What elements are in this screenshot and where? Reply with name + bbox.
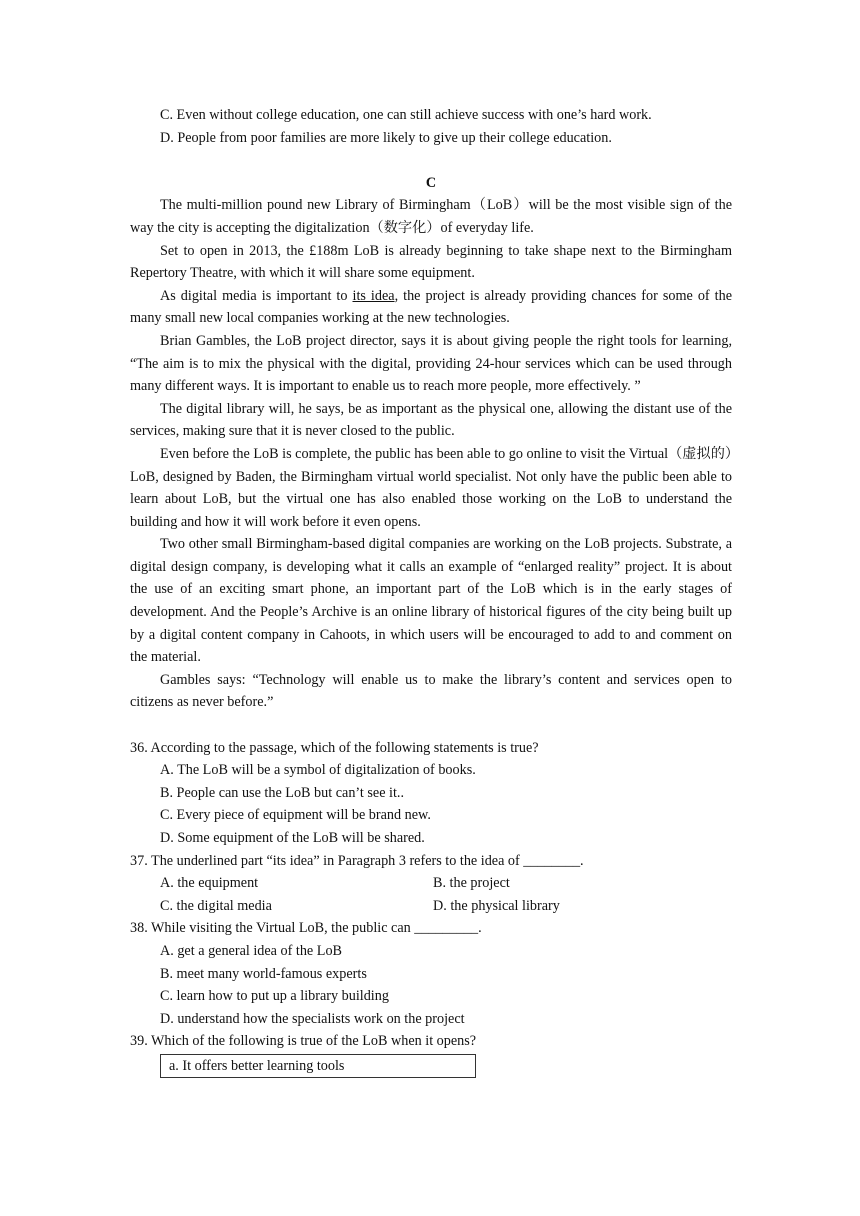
q37-option-d: D. the physical library bbox=[433, 897, 560, 914]
passage-paragraph-2: Set to open in 2013, the £188m LoB is already beginning to take shape next to the Birmingham Repertory Theatre, with which it will share some equipment. bbox=[130, 242, 732, 282]
section-title: C bbox=[425, 174, 437, 191]
q37-option-b: B. the project bbox=[433, 875, 510, 892]
passage-paragraph-5: The digital library will, he says, be as important as the physical one, allowing the distant use of the services, making sure that it is never closed to the public. bbox=[130, 400, 732, 440]
spacer bbox=[130, 714, 732, 737]
q39-statement-a: a. It offers better learning tools bbox=[169, 1057, 345, 1074]
q39-statement-box bbox=[160, 1054, 476, 1078]
spacer bbox=[130, 149, 732, 172]
q37-options-row-1 bbox=[160, 872, 732, 895]
question-39-stem: 39. Which of the following is true of the LoB when it opens? bbox=[130, 1033, 477, 1050]
q38-option-b: B. meet many world-famous experts bbox=[160, 965, 367, 982]
underlined-its-idea: its idea bbox=[352, 287, 395, 304]
passage-paragraph-8: Gambles says: “Technology will enable us to make the library’s content and services open to citizens as never before.” bbox=[130, 671, 732, 711]
q36-option-d: D. Some equipment of the LoB will be shared. bbox=[160, 830, 425, 846]
question-36-stem: 36. According to the passage, which of the following statements is true? bbox=[130, 739, 539, 756]
passage-paragraph-6: Even before the LoB is complete, the public has been able to go online to visit the Virtual（虚拟的）LoB, designed by Baden, the Birmingham virtual world specialist. Not only have the public been able to learn about LoB, but the virtual one has also enabled those working on the LoB to understand the building and how it will work before it even opens. bbox=[130, 445, 732, 530]
q38-option-a: A. get a general idea of the LoB bbox=[160, 942, 342, 959]
passage-paragraph-4: Brian Gambles, the LoB project director, says it is about giving people the right tools for learning, “The aim is to mix the physical with the digital, providing 24-hour services which can be used through many different ways. It is important to enable us to reach more people, more effectively. ” bbox=[130, 332, 732, 395]
q36-option-b: B. People can use the LoB but can’t see it.. bbox=[160, 784, 405, 801]
passage-paragraph-3 bbox=[130, 285, 732, 330]
p3-text-before: As digital media is important to bbox=[160, 287, 353, 304]
prev-option-c: C. Even without college education, one can still achieve success with one’s hard work. bbox=[160, 107, 652, 123]
document-page bbox=[130, 104, 732, 1078]
prev-option-d: D. People from poor families are more likely to give up their college education. bbox=[160, 129, 612, 146]
passage-paragraph-7: Two other small Birmingham-based digital companies are working on the LoB projects. Substrate, a digital design company, is developing what it calls an example of “enlarged reality” project. It is about the use of an exciting smart phone, an important part of the LoB which is in the early stages of development. And the People’s Archive is an online library of historical figures of the city being built up by a digital content company in Cahoots, in which users will be encouraged to add to and comment on the material. bbox=[130, 536, 732, 666]
question-38-stem: 38. While visiting the Virtual LoB, the public can _________. bbox=[130, 920, 482, 937]
q36-option-a: A. The LoB will be a symbol of digitalization of books. bbox=[160, 762, 476, 779]
question-37-stem: 37. The underlined part “its idea” in Paragraph 3 refers to the idea of ________. bbox=[130, 852, 584, 869]
p3-text-after: , the project is already providing chances for some of the many small new local companies working at the new technologies. bbox=[130, 287, 732, 327]
q37-options-row-2 bbox=[160, 895, 732, 918]
q38-option-d: D. understand how the specialists work on the project bbox=[160, 1010, 465, 1027]
passage-paragraph-1: The multi-million pound new Library of Birmingham（LoB）will be the most visible sign of the way the city is accepting the digitalization（数字化）of everyday life. bbox=[130, 197, 732, 236]
q36-option-c: C. Every piece of equipment will be brand new. bbox=[160, 807, 431, 824]
q38-option-c: C. learn how to put up a library building bbox=[160, 988, 389, 1005]
q37-option-c: C. the digital media bbox=[160, 897, 272, 914]
q37-option-a: A. the equipment bbox=[160, 875, 259, 892]
